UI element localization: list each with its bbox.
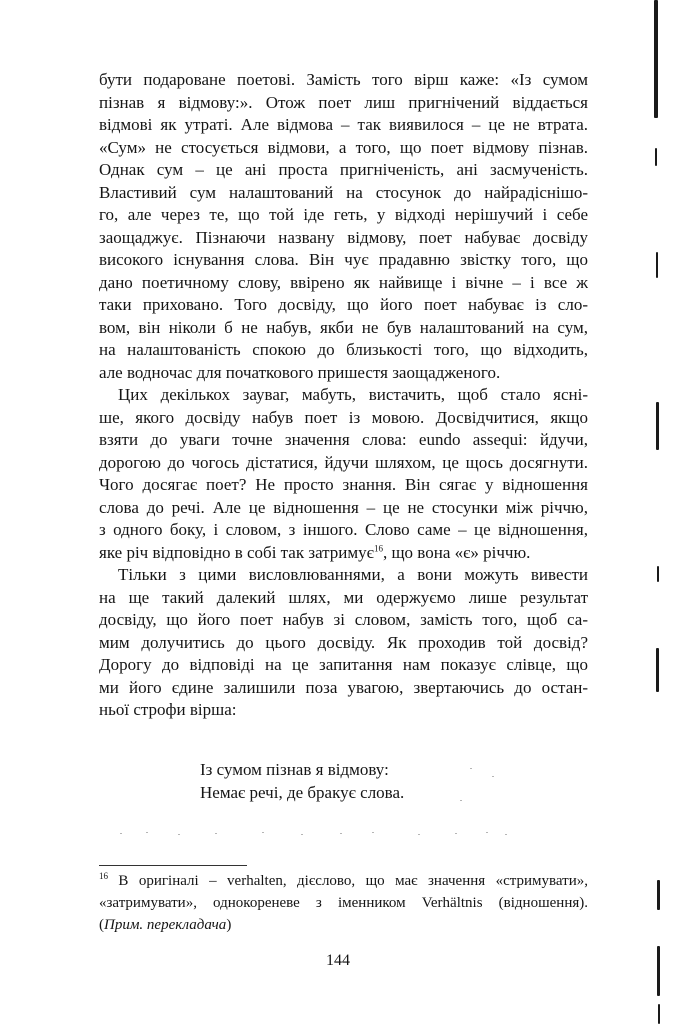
verse-line: Із сумом пізнав я відмову: — [200, 760, 389, 779]
body-line: з одного боку, і словом, з іншого. Слово саме – це відношення, — [99, 520, 588, 539]
footnote-line: «затримувати», однокореневе з іменником Verhältnis (відношення). — [99, 895, 588, 911]
translator-note: Прим. перекладача — [104, 917, 227, 933]
body-line: ми його єдине залишили поза увагою, звертаючись до остан- — [99, 677, 588, 697]
verse-line: Немає речі, де бракує слова. — [200, 783, 405, 802]
body-line: Властивий сум налаштований на стосунок до найрадіснішо- — [99, 182, 588, 202]
body-line: пізнав я відмову:». Отож поет лиш пригнічений віддається — [99, 92, 588, 112]
body-line: заощаджує. Пізнаючи названу відмову, поет набуває досвіду — [99, 227, 588, 247]
footnote — [99, 870, 588, 936]
body-line: Дорогу до відповіді на це запитання нам показує слівце, що — [99, 655, 588, 674]
body-line: го, але через те, що той іде геть, у відході нерішучий і себе — [99, 205, 588, 224]
body-line: «Сум» не стосується відмови, а того, що поет відмову пізнав. — [99, 137, 588, 157]
body-line: ше, якого досвіду набув поет із мовою. Досвідчитися, якщо — [99, 407, 588, 427]
body-line: Цих декількох зауваг, мабуть, вистачить, щоб стало ясні- — [118, 385, 588, 404]
body-line: високого існування слова. Він чує прадавню звістку того, що — [99, 250, 588, 269]
body-line: на налаштованість спокою до близькості того, що відходить, — [99, 340, 588, 359]
body-line-part: яке річ відповідно в собі так затримує — [99, 542, 374, 562]
body-line: мим долучитись до цього досвіду. Як проходив той досвід? — [99, 632, 588, 652]
page-number: 144 — [326, 952, 350, 969]
body-text — [99, 69, 588, 722]
body-line: ньої строфи вірша: — [99, 700, 237, 719]
footnote-line — [99, 870, 588, 892]
footnote-text: В оригіналі – verhalten, дієслово, що має значення «стримувати», — [108, 873, 588, 889]
body-line: досвіду, що його поет набув зі словом, замість того, щоб са- — [99, 610, 588, 629]
body-line: Тільки з цими висловлюваннями, а вони можуть вивести — [118, 565, 588, 584]
footnote-paren-open: ( — [99, 917, 104, 933]
body-line: дано поетичному слову, ввірено як найвище і вічне – і все ж — [99, 272, 588, 292]
footnote-divider — [99, 865, 247, 866]
body-line-part: , що вона «є» річчю. — [382, 542, 531, 562]
footnote-line — [99, 914, 588, 936]
body-line: відмові як утраті. Але відмова – так виявилося – це не втрата. — [99, 115, 588, 134]
body-line: взяти до уваги точне значення слова: eundo assequi: йдучи, — [99, 430, 588, 449]
body-line: Однак сум – це ані проста пригніченість, ані засмученість. — [99, 160, 588, 179]
footnote-paren-close: ) — [226, 917, 232, 933]
body-line: але водночас для початкового пришестя заощадженого. — [99, 362, 501, 382]
footnote-reference: 16 — [373, 542, 383, 553]
body-line-with-footnote-ref — [99, 542, 588, 565]
body-line: таки приховано. Того досвіду, що його поет набуває із сло- — [99, 295, 588, 314]
body-line: дорогою до чогось дістатися, йдучи шляхом, це щось досягнути. — [99, 452, 588, 472]
body-line: вом, він ніколи б не набув, якби не був налаштований на сум, — [99, 317, 588, 337]
body-line: слова до речі. Але це відношення – це не стосунки між річчю, — [99, 497, 588, 517]
footnote-number: 16 — [99, 871, 108, 881]
body-line: на ще такий далекий шлях, ми одержуємо лише результат — [99, 587, 588, 607]
verse-quote — [200, 758, 500, 804]
body-line: Чого досягає поет? Не просто знання. Він сягає у відношення — [99, 475, 588, 494]
body-line: бути подароване поетові. Замість того вірш каже: «Із сумом — [99, 70, 588, 89]
